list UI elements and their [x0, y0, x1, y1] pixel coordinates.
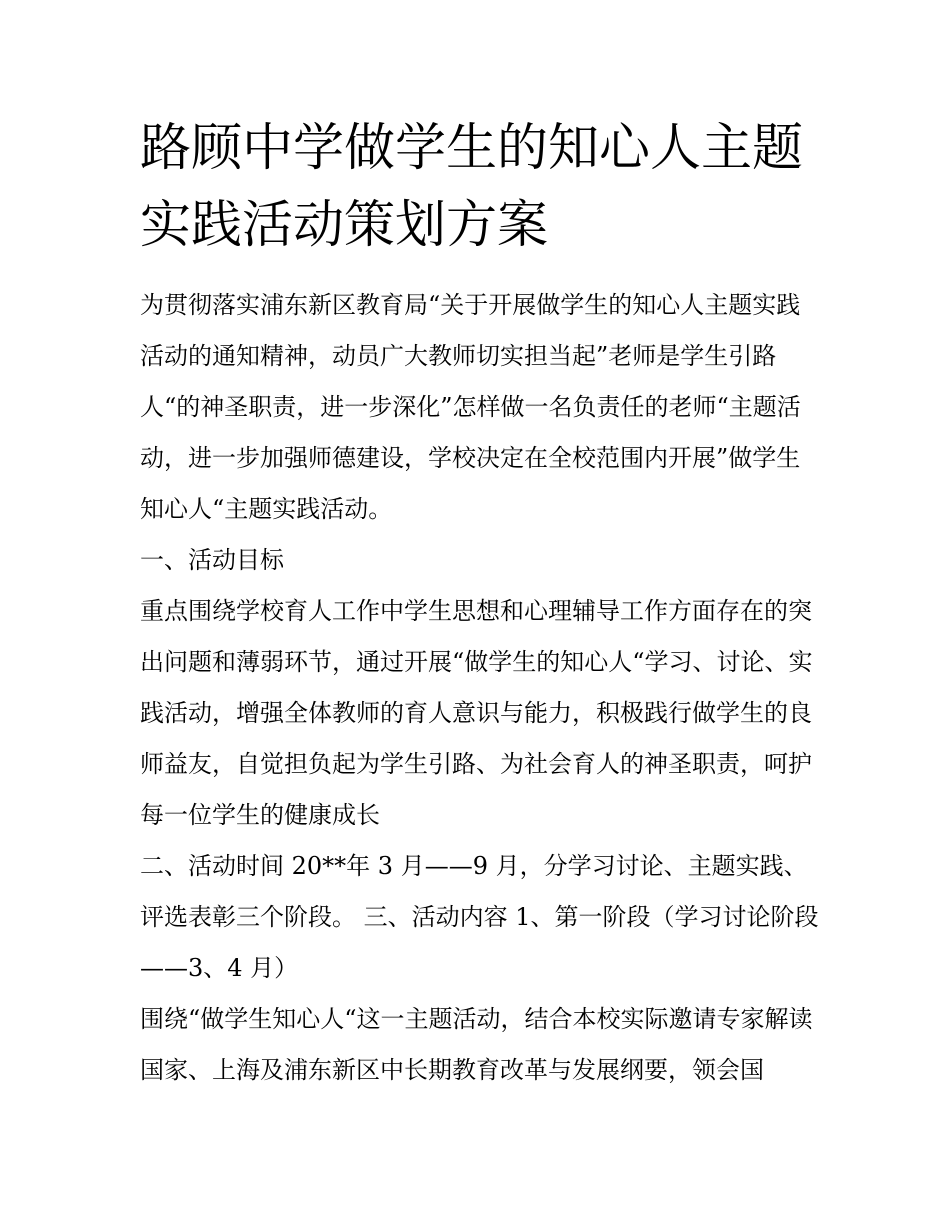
- document-title: 路顾中学做学生的知心人主题实践活动策划方案: [140, 119, 804, 255]
- section-heading-goals: 一、活动目标: [140, 546, 284, 574]
- paragraph-goals: 重点围绕学校育人工作中学生思想和心理辅导工作方面存在的突出问题和薄弱环节，通过开展“做学生的知心人“学习、讨论、实践活动，增强全体教师的育人意识与能力，积极践行做学生的良师益友，自觉担负起为学生引路、为社会育人的神圣职责，呵护每一位学生的健康成长: [140, 597, 813, 829]
- paragraph-intro: 为贯彻落实浦东新区教育局“关于开展做学生的知心人主题实践活动的通知精神，动员广大教师切实担当起”老师是学生引路人“的神圣职责，进一步深化”怎样做一名负责任的老师“主题活动，进一步加强师德建设，学校决定在全校范围内开展”做学生知心人“主题实践活动。: [140, 291, 801, 523]
- paragraph-phase-one: 围绕“做学生知心人“这一主题活动，结合本校实际邀请专家解读国家、上海及浦东新区中长期教育改革与发展纲要，领会国: [140, 1005, 813, 1084]
- paragraph-time-content: 二、活动时间 20**年 3 月——9 月，分学习讨论、主题实践、评选表彰三个阶段。 三、活动内容 1、第一阶段（学习讨论阶段——3、4 月）: [140, 852, 819, 982]
- document-body: [140, 280, 820, 1096]
